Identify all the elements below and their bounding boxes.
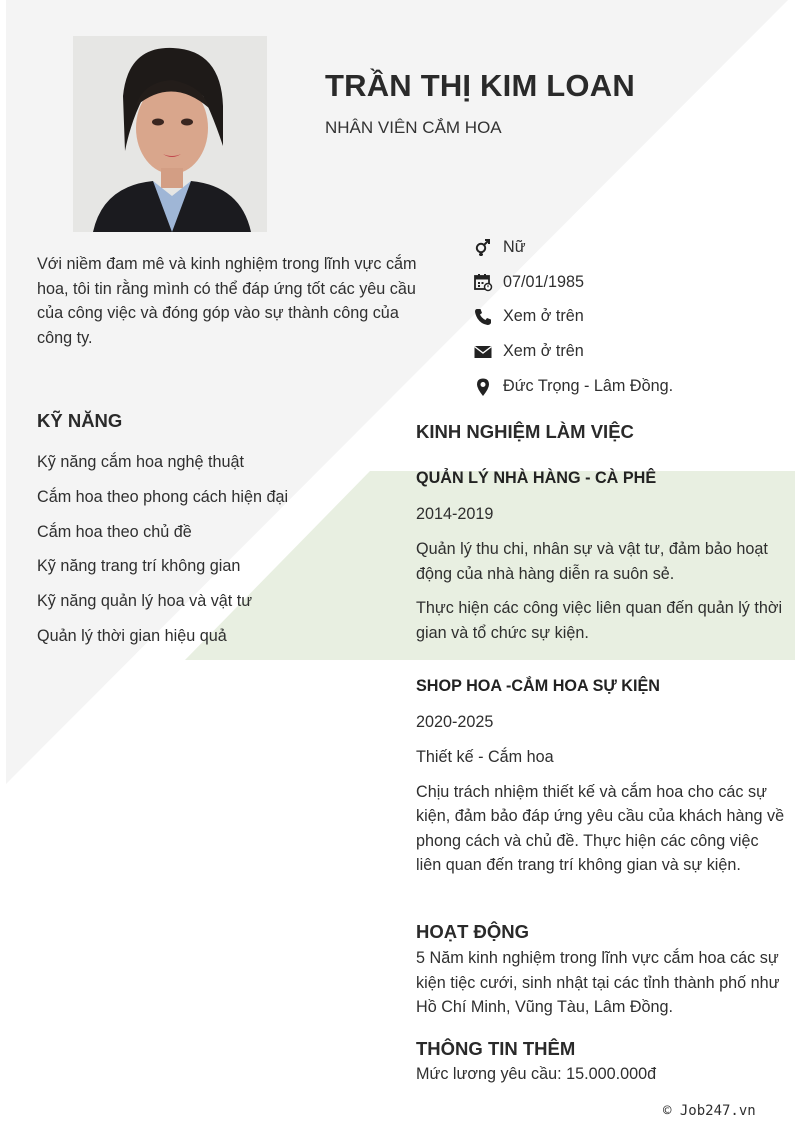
contact-list <box>472 230 792 404</box>
job-description: Thực hiện các công việc liên quan đến quản lý thời gian và tổ chức sự kiện. <box>416 599 783 642</box>
skills-title: KỸ NĂNG <box>37 410 123 431</box>
additional-info-title: THÔNG TIN THÊM <box>416 1038 576 1059</box>
activities-text: 5 Năm kinh nghiệm trong lĩnh vực cắm hoa các sự kiện tiệc cưới, sinh nhật tại các tỉnh thành phố như Hồ Chí Minh, Vũng Tàu, Lâm Đồng. <box>416 949 780 1016</box>
phone-icon <box>472 306 494 328</box>
skill-item: Cắm hoa theo chủ đề <box>37 522 192 541</box>
footer-copyright: © Job247.vn <box>663 1103 756 1119</box>
job-description: Quản lý thu chi, nhân sự và vật tư, đảm bảo hoạt động của nhà hàng diễn ra suôn sẻ. <box>416 540 768 583</box>
map-pin-icon <box>472 376 494 398</box>
contact-gender <box>472 230 792 265</box>
address-value: Đức Trọng - Lâm Đồng. <box>503 377 674 396</box>
candidate-name: TRẦN THỊ KIM LOAN <box>325 68 635 103</box>
contact-email <box>472 334 792 369</box>
job-company: SHOP HOA -CẮM HOA SỰ KIỆN <box>416 677 660 695</box>
skill-item: Kỹ năng trang trí không gian <box>37 557 241 576</box>
envelope-icon <box>472 341 494 363</box>
candidate-position: NHÂN VIÊN CẮM HOA <box>325 118 502 137</box>
job-company: QUẢN LÝ NHÀ HÀNG - CÀ PHÊ <box>416 469 657 487</box>
activities-title: HOẠT ĐỘNG <box>416 921 530 942</box>
birthday-value: 07/01/1985 <box>503 272 585 291</box>
profile-photo <box>73 36 267 232</box>
job-entry <box>416 467 786 645</box>
calendar-icon <box>472 271 494 293</box>
contact-birthday <box>472 265 792 300</box>
job-period: 2014-2019 <box>416 505 494 523</box>
phone-value: Xem ở trên <box>503 307 584 326</box>
job-period: 2020-2025 <box>416 713 494 731</box>
job-entry <box>416 675 786 878</box>
contact-phone <box>472 300 792 335</box>
experience-title: KINH NGHIỆM LÀM VIỆC <box>416 421 634 442</box>
skill-item: Quản lý thời gian hiệu quả <box>37 626 227 645</box>
summary-text: Với niềm đam mê và kinh nghiệm trong lĩnh vực cắm hoa, tôi tin rằng mình có thể đáp ứng tốt các yêu cầu của công việc và đóng góp vào sự thành công của công ty. <box>37 255 417 347</box>
gender-value: Nữ <box>503 237 526 256</box>
skill-item: Kỹ năng quản lý hoa và vật tư <box>37 592 253 611</box>
additional-info-text: Mức lương yêu cầu: 15.000.000đ <box>416 1065 657 1083</box>
job-description: Chịu trách nhiệm thiết kế và cắm hoa cho các sự kiện, đảm bảo đáp ứng yêu cầu của khách hàng về phong cách và chủ đề. Thực hiện các công việc liên quan đến trang trí không gian và sự kiện. <box>416 782 785 874</box>
contact-address <box>472 369 792 404</box>
skill-item: Kỹ năng cắm hoa nghệ thuật <box>37 453 244 471</box>
skills-list <box>37 448 377 657</box>
skill-item: Cắm hoa theo phong cách hiện đại <box>37 487 289 506</box>
email-value: Xem ở trên <box>503 342 584 361</box>
gender-icon <box>472 236 494 258</box>
job-description: Thiết kế - Cắm hoa <box>416 748 554 766</box>
